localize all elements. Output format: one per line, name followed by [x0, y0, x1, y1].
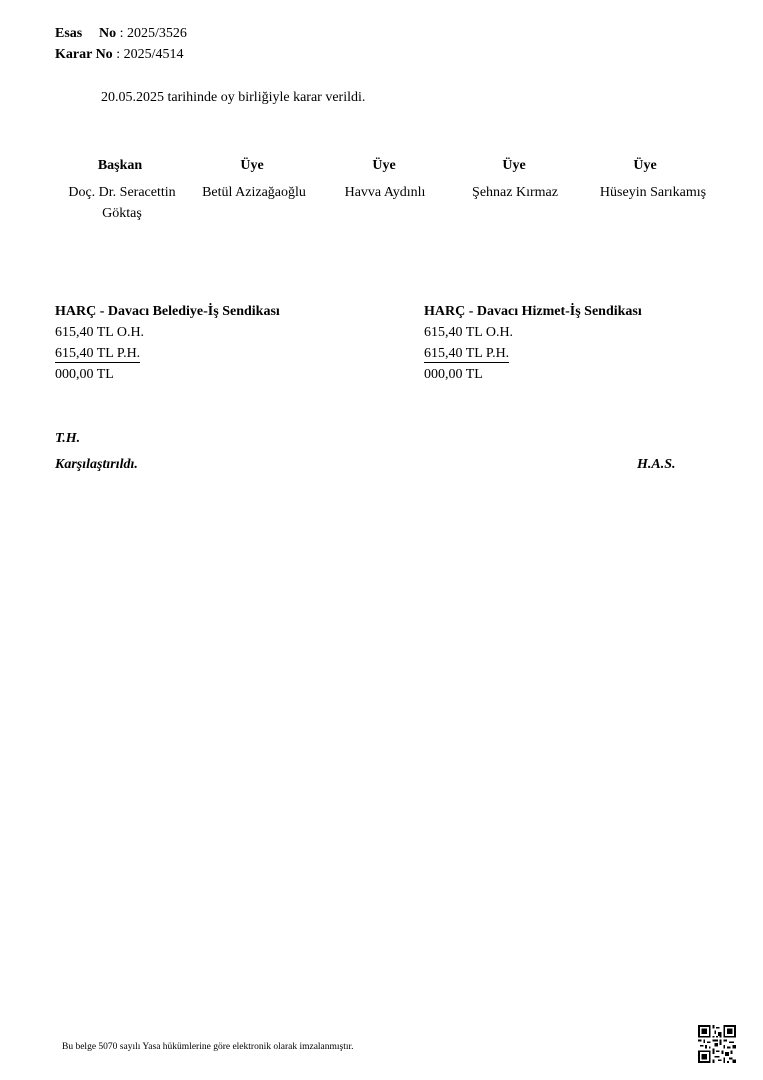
fee-line2-right: 615,40 TL P.H.	[424, 346, 510, 361]
panel-name-chair: Doç. Dr. Seracettin Göktaş	[68, 185, 176, 221]
panel-title-member-4: Üye	[633, 158, 657, 173]
fee-heading-right: HARÇ - Davacı Hizmet-İş Sendikası	[424, 304, 642, 319]
fee-heading-left: HARÇ - Davacı Belediye-İş Sendikası	[55, 304, 280, 319]
fee-line2-right-wrapper	[424, 344, 509, 364]
fee-total-left: 000,00 TL	[55, 367, 114, 382]
decision-line: 20.05.2025 tarihinde oy birliğiyle karar verildi.	[101, 90, 366, 105]
karar-line	[55, 45, 183, 65]
panel-name-member-1: Betül Azizağaoğlu	[202, 185, 306, 200]
fee-total-right: 000,00 TL	[424, 367, 483, 382]
fee-line2-left: 615,40 TL P.H.	[55, 346, 141, 361]
fee-line2-left-wrapper	[55, 344, 140, 364]
fee-line1-right: 615,40 TL O.H.	[424, 325, 514, 340]
panel-title-member-2: Üye	[372, 158, 396, 173]
panel-title-chair: Başkan	[97, 158, 143, 173]
compared-annotation: Karşılaştırıldı.	[55, 457, 138, 472]
esas-line	[55, 24, 187, 44]
karar-label: Karar No	[55, 47, 113, 62]
qr-code-icon	[698, 1025, 736, 1063]
panel-name-member-4: Hüseyin Sarıkamış	[599, 185, 707, 200]
e-signature-notice: Bu belge 5070 sayılı Yasa hükümlerine göre elektronik olarak imzalanmıştır.	[62, 1042, 354, 1052]
esas-label: Esas	[55, 26, 83, 41]
panel-name-member-2: Havva Aydınlı	[344, 185, 426, 200]
has-annotation: H.A.S.	[637, 457, 676, 472]
karar-value: : 2025/4514	[116, 47, 184, 62]
panel-title-member-1: Üye	[240, 158, 264, 173]
esas-value: : 2025/3526	[119, 26, 187, 41]
esas-no-label: No	[99, 26, 117, 41]
th-annotation: T.H.	[55, 431, 81, 446]
fee-line1-left: 615,40 TL O.H.	[55, 325, 145, 340]
panel-name-member-3: Şehnaz Kırmaz	[472, 185, 558, 200]
panel-title-member-3: Üye	[502, 158, 526, 173]
